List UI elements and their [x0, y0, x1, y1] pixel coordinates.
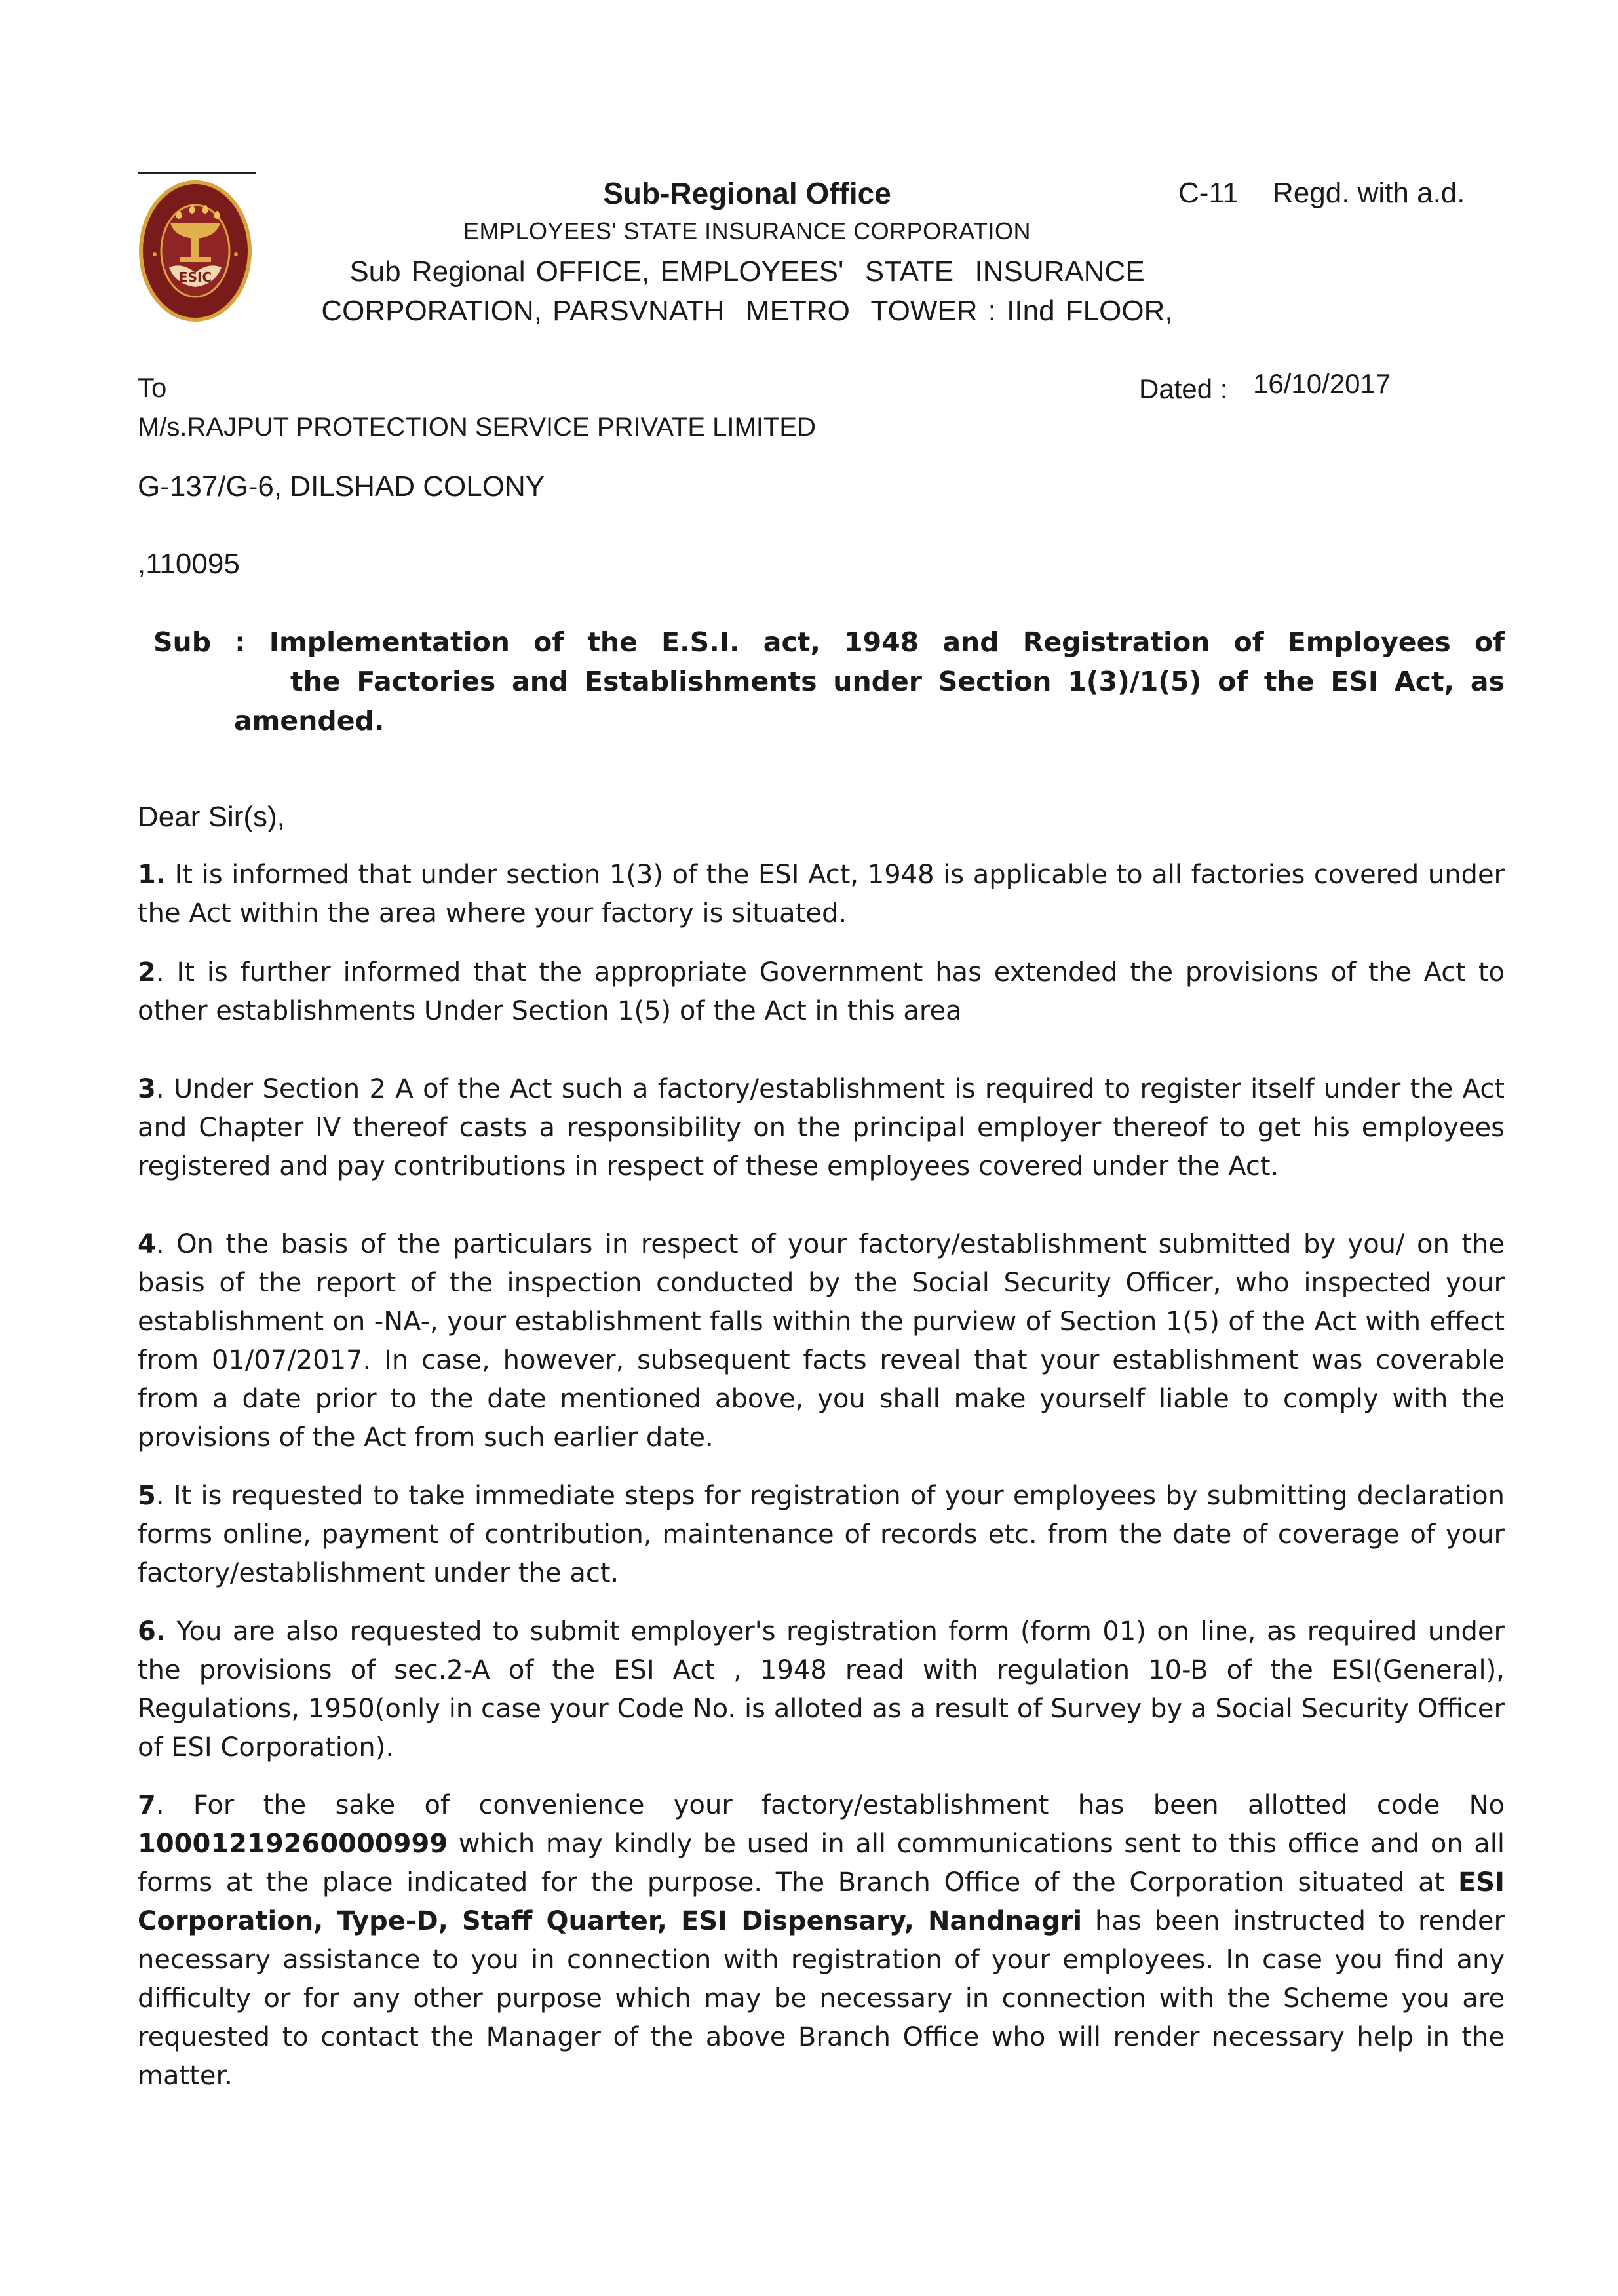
- subject-block: [138, 622, 1505, 740]
- subject-line-1: Sub : Implementation of the E.S.I. act, 1948 and Registration of Employees of: [153, 626, 1505, 658]
- paragraph-1: [138, 856, 1505, 933]
- paragraph-6: [138, 1613, 1505, 1767]
- paragraph-text: . On the basis of the particulars in respect of your factory/establishment submitted by you/ on the basis of the report of the inspection conducted by the Social Security Officer, who inspected your establishment on -NA-, your establishment falls within the purview of Section 1(5) of the Act with effect from 01/07/2017. In case, however, subsequent facts reveal that your establishment was coverable from a date prior to the date mentioned above, you shall make yourself liable to comply with the provisions of the Act from such earlier date.: [138, 1229, 1505, 1453]
- subject-line-3: amended.: [234, 705, 385, 737]
- addressee-address-line-2: ,110095: [138, 548, 240, 580]
- paragraph-number: 2: [138, 957, 156, 987]
- paragraph-7: [138, 1786, 1505, 2095]
- dated-label: Dated :: [1139, 373, 1228, 404]
- paragraph-number: 6.: [138, 1617, 166, 1647]
- paragraph-text: You are also requested to submit employer's registration form (form 01) on line, as required under the provisions of sec.2-A of the ESI Act , 1948 read with regulation 10-B of the ESI(General), Regulations, 1950(only in case your Code No. is alloted as a result of Survey by a Social Security Officer of ESI Corporation).: [138, 1617, 1505, 1763]
- office-address-line-1: Sub Regional OFFICE, EMPLOYEES' STATE INSURANCE: [349, 256, 1145, 288]
- paragraph-text: has been instructed to render necessary assistance to you in connection with registration of your employees. In case you find any difficulty or for any other purpose which may be necessary in connection with the Scheme you are requested to contact the Manager of the above Branch Office who will render necessary help in the matter.: [138, 1906, 1505, 2091]
- paragraph-3: [138, 1070, 1505, 1186]
- to-label: To: [138, 372, 167, 403]
- paragraph-number: 1.: [138, 860, 166, 890]
- paragraph-text: . Under Section 2 A of the Act such a factory/establishment is required to register itself under the Act and Chapter IV thereof casts a responsibility on the principal employer thereof to get his employees registered and pay contributions in respect of these employees covered under the Act.: [138, 1074, 1505, 1181]
- paragraph-number: 5: [138, 1481, 156, 1511]
- paragraph-text: . It is further informed that the appropriate Government has extended the provisions of the Act to other establishments Under Section 1(5) of the Act in this area: [138, 957, 1505, 1026]
- paragraph-text: . For the sake of convenience your factory/establishment has been allotted code No: [155, 1790, 1505, 1820]
- form-code: C-11: [1178, 177, 1239, 209]
- corporation-name: EMPLOYEES' STATE INSURANCE CORPORATION: [463, 218, 1031, 244]
- office-address-line-2: CORPORATION, PARSVNATH METRO TOWER : IInd FLOOR,: [321, 295, 1173, 327]
- paragraph-text: It is informed that under section 1(3) of the ESI Act, 1948 is applicable to all factories covered under the Act within the area where your factory is situated.: [138, 860, 1505, 928]
- svg-text:ESIC: ESIC: [178, 269, 212, 285]
- header-rule: [138, 172, 256, 174]
- paragraph-text: . It is requested to take immediate steps for registration of your employees by submitting declaration forms online, payment of contribution, maintenance of records etc. from the date of coverage of your factory/establishment under the act.: [138, 1481, 1505, 1588]
- addressee-name: M/s.RAJPUT PROTECTION SERVICE PRIVATE LIMITED: [138, 413, 816, 442]
- letter-date: 16/10/2017: [1253, 368, 1391, 399]
- paragraph-text: which may kindly be used in all communications sent to this office and on all forms at the place indicated for the purpose. The Branch Office of the Corporation situated at: [138, 1829, 1505, 1898]
- paragraph-number: 4: [138, 1229, 156, 1259]
- office-title: Sub-Regional Office: [603, 176, 891, 210]
- paragraph-5: [138, 1477, 1505, 1593]
- paragraph-2: [138, 953, 1505, 1031]
- esic-logo: [136, 176, 254, 326]
- salutation: Dear Sir(s),: [138, 801, 285, 833]
- subject-line-2: the Factories and Establishments under Section 1(3)/1(5) of the ESI Act, as: [290, 666, 1505, 697]
- paragraph-number: 7: [138, 1790, 156, 1820]
- employer-code: 10001219260000999: [138, 1829, 448, 1859]
- paragraph-4: [138, 1225, 1505, 1457]
- addressee-address-line-1: G-137/G-6, DILSHAD COLONY: [138, 470, 545, 503]
- paragraph-number: 3: [138, 1074, 156, 1104]
- branch-office-address: ESI Corporation, Type-D, Staff Quarter, ESI Dispensary, Nandnagri: [138, 1867, 1505, 1936]
- registered-post-note: Regd. with a.d.: [1273, 177, 1465, 209]
